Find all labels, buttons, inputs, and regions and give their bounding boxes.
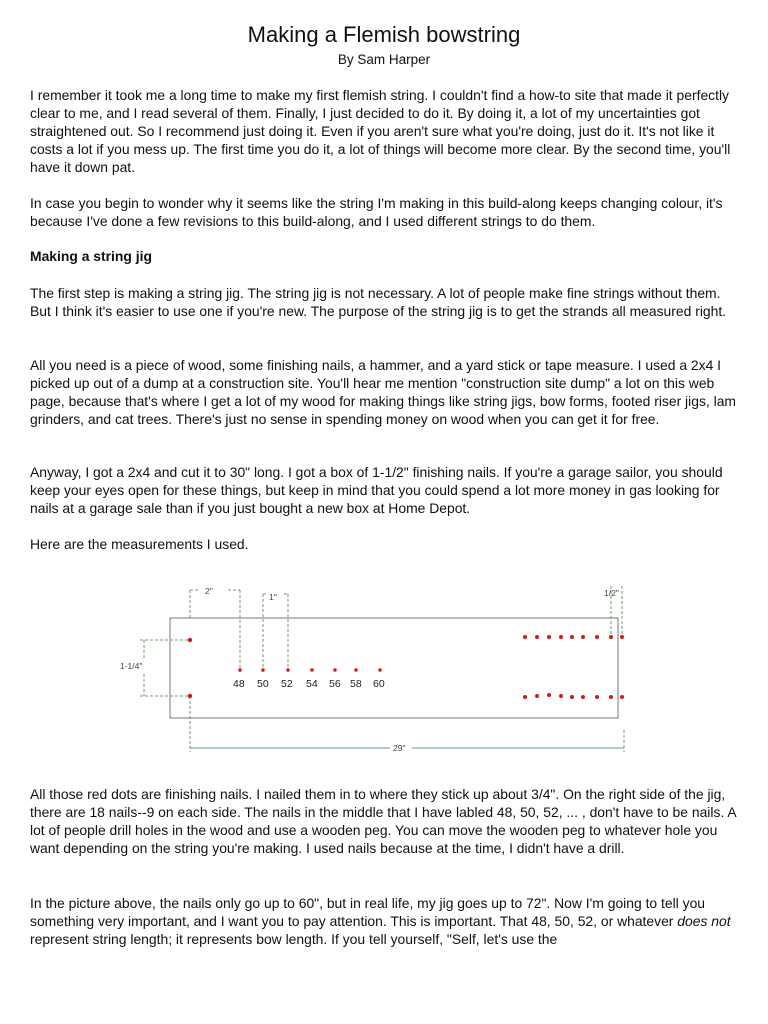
nail-dot: [261, 668, 265, 672]
nail-dot: [535, 694, 539, 698]
nail-dot: [188, 638, 192, 642]
nail-dot: [595, 635, 599, 639]
measurements-lead-paragraph: Here are the measurements I used.: [30, 536, 249, 552]
dim-label-2in: 2": [205, 586, 213, 596]
nail-dot: [310, 668, 314, 672]
nail-dot: [238, 668, 242, 672]
nail-dot: [570, 695, 574, 699]
bow-length-text-end: represent string length; it represents bow length. If you tell yourself, "Self, let's use the: [30, 931, 558, 947]
dim-label-half-in: 1/2": [604, 588, 619, 598]
author-byline: By Sam Harper: [337, 52, 431, 67]
nail-dot: [620, 635, 624, 639]
peg-label: 50: [257, 678, 269, 690]
nail-dot: [378, 668, 382, 672]
jig-board: [170, 618, 618, 718]
nail-dot: [581, 695, 585, 699]
peg-label: 48: [233, 678, 245, 690]
nails-explanation-paragraph: All those red dots are finishing nails. I nailed them in to where they stick up about 3/4". On the right side of the jig, there are 18 nails--9 on each side. The nails in the middle that I have labled 48, 50, 52, ... , don't have to be nails. A lot of people drill holes in the wood and use a wooden peg. You can move the wooden peg to whatever hole you want depending on the string you're making. I used nails because at the time, I didn't have a drill.: [30, 786, 736, 856]
materials-paragraph: All you need is a piece of wood, some finishing nails, a hammer, and a yard stick or tape measure. I used a 2x4 I picked up out of a dump at a construction site. You'll hear me mention "construction site dump" a lot on this web page, because that's where I get a lot of my wood for making things like string jigs, bow forms, footed riser jigs, lam grinders, and cat trees. There's just no sense in spending money on wood when you can get it for free.: [30, 357, 737, 427]
nail-dot: [354, 668, 358, 672]
nail-dot: [333, 668, 337, 672]
peg-label: 58: [350, 678, 362, 690]
emphasis-does-not: does not: [677, 913, 731, 929]
nail-dot: [609, 695, 613, 699]
nail-dot: [570, 635, 574, 639]
dim-label-1in: 1": [269, 592, 277, 602]
bow-length-text-start: In the picture above, the nails only go up to 60", but in real life, my jig goes up to 72". Now I'm going to tell you something very important, and I want you to pay attention. This is important. That 48, 50, 52, or whatever: [30, 895, 706, 929]
nail-dot: [286, 668, 290, 672]
nail-dot: [559, 694, 563, 698]
peg-label: 52: [281, 678, 293, 690]
nail-dot: [547, 693, 551, 697]
section-heading-string-jig: Making a string jig: [30, 248, 152, 264]
nail-dot: [523, 695, 527, 699]
nail-dot: [188, 694, 192, 698]
page-title: Making a Flemish bowstring: [247, 22, 521, 47]
nail-dot: [559, 635, 563, 639]
nail-dot: [595, 695, 599, 699]
nail-dot: [547, 635, 551, 639]
peg-label: 60: [373, 678, 385, 690]
peg-label: 54: [306, 678, 318, 690]
nail-dot: [609, 635, 613, 639]
peg-label: 56: [329, 678, 341, 690]
colour-note-paragraph: In case you begin to wonder why it seems like the string I'm making in this build-along keeps changing colour, it's because I've done a few revisions to this build-along, and I used different strings to do them.: [30, 195, 723, 229]
string-jig-diagram: [100, 570, 680, 770]
nails-paragraph: Anyway, I got a 2x4 and cut it to 30" long. I got a box of 1-1/2" finishing nails. If you're a garage sailor, you should keep your eyes open for these things, but keep in mind that you could spend a lot more money in gas looking for nails at a garage sale than if you just bought a new box at Home Depot.: [30, 464, 723, 516]
nail-dot: [535, 635, 539, 639]
dim-label-1-1-4in: 1-1/4": [120, 661, 143, 671]
bow-length-paragraph: [30, 894, 742, 948]
intro-paragraph: I remember it took me a long time to make my first flemish string. I couldn't find a how-to site that made it perfectly clear to me, and I read several of them. Finally, I just decided to do it. By doing it, a lot of my uncertainties got straightened out. So I recommend just doing it. Even if you aren't sure what you're doing, just do it. It's not like it costs a lot if you mess up. The first time you do it, a lot of things will become more clear. By the second time, you'll have it down pat.: [30, 87, 731, 175]
nail-dot: [523, 635, 527, 639]
jig-intro-paragraph: The first step is making a string jig. The string jig is not necessary. A lot of people make fine strings without them. But I think it's easier to use one if you're new. The purpose of the string jig is to get the strands all measured right.: [30, 285, 727, 319]
nail-dot: [581, 635, 585, 639]
nail-dot: [620, 695, 624, 699]
dim-label-29in: 29": [393, 743, 406, 753]
